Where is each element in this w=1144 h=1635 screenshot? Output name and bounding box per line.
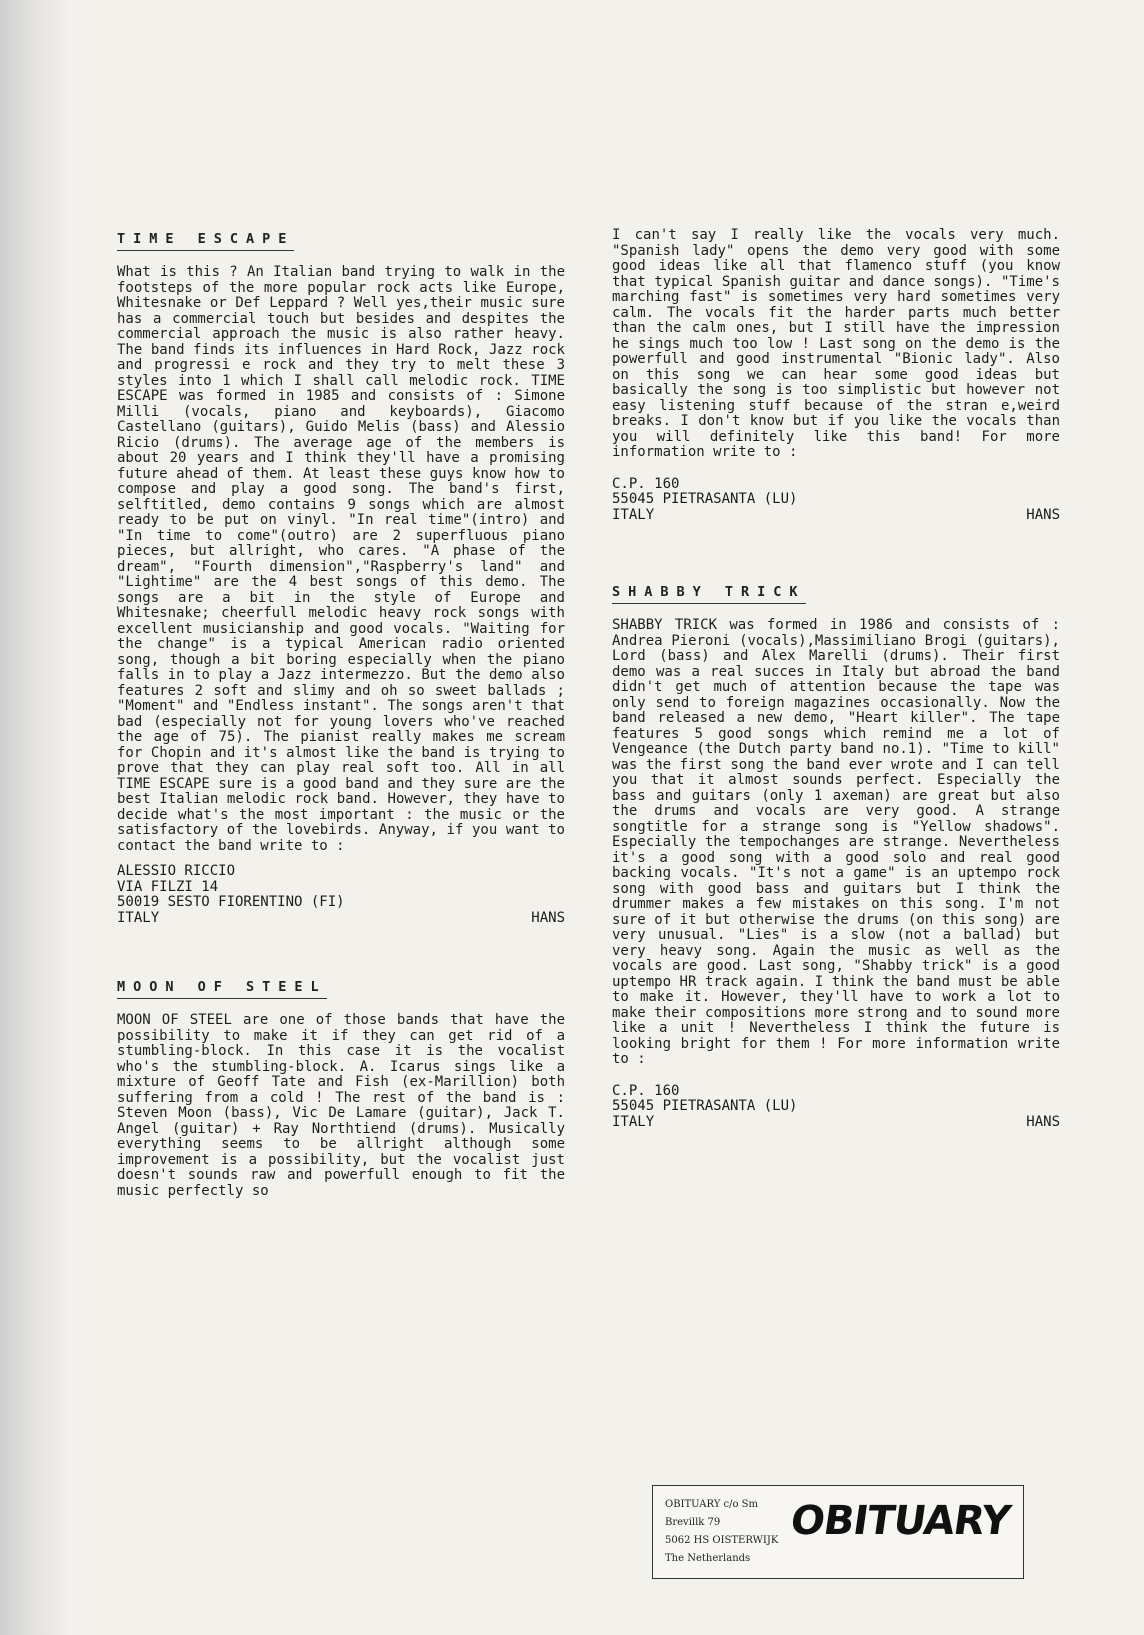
- page-binding-shadow: [0, 0, 70, 1635]
- address-line: ITALY: [612, 506, 655, 523]
- moon-of-steel-review: MOON OF STEEL are one of those bands that have the possibility to make it if they can get rid of a stumbling-block. In this case it is the vocalist who's the stumbling-block. A. Icarus sings like a mixture of Geoff Tate and Fish (ex-Marillion) both suffering from a cold ! The rest of the band is : Steven Moon (bass), Vic De Lamare (guitar), Jack T. Angel (guitar) + Ray Northtiend (drums). Musically everything seems to be allright although some improvement is a possibility, but the vocalist just doesn't sounds raw and powerfull enough to fit the music perfectly so: [117, 1012, 565, 1199]
- right-column: [612, 228, 1060, 1130]
- stamp-address: [665, 1496, 778, 1568]
- address-line: VIA FILZI 14: [117, 878, 219, 895]
- author-signature: HANS: [1026, 506, 1060, 523]
- moon-of-steel-heading: MOON OF STEEL: [117, 979, 327, 999]
- shabby-trick-address: [612, 1084, 1060, 1131]
- stamp-address-line: 5062 HS OISTERWIJK: [665, 1535, 779, 1546]
- obituary-logo: OBITUARY: [787, 1498, 1013, 1544]
- address-line: ITALY: [612, 1113, 655, 1130]
- obituary-address-stamp: [652, 1485, 1024, 1579]
- time-escape-review: What is this ? An Italian band trying to walk in the footsteps of the more popular rock acts like Europe, Whitesnake or Def Leppard ? Well yes,their music sure has a commercial touch but besides and despites the commercial approach the music is also rather heavy. The band finds its influences in Hard Rock, Jazz rock and progressi e rock and they try to melt these 3 styles into 1 which I shall call melodic rock. TIME ESCAPE was formed in 1985 and consists of : Simone Milli (vocals, piano and keyboards), Giacomo Castellano (guitars), Guido Melis (bass) and Alessio Ricio (drums). The average age of the members is about 20 years and I think they'll have a promising future ahead of them. At least these guys know how to compose and play a good song. The band's first, selftitled, demo contains 9 songs which are almost ready to be put on vinyl. "In real time"(intro) and "In time to come"(outro) are 2 superfluous piano pieces, but allright, who cares. "A phase of the dream", "Fourth dimension","Raspberry's land" and "Lightime" are the 4 best songs of this demo. The songs are a bit in the style of Europe and Whitesnake; cheerfull melodic heavy rock songs with excellent musicianship and good vocals. "Waiting for the change" is a typical American radio oriented song, though a bit boring especially when the piano falls in to play a Jazz intermezzo. But the demo also features 2 soft and slimy and oh so sweet ballads ; "Moment" and "Endless instant". The songs aren't that bad (especially not for young lovers who've reached the age of 75). The pianist really makes me scream for Chopin and it's almost like the band is trying to prove that they can play real soft too. All in all TIME ESCAPE sure is a good band and they sure are the best Italian melodic rock band. However, they have to decide what's the most important : the music or the satisfactory of the lovebirds. Anyway, if you want to contact the band write to :: [117, 264, 565, 854]
- address-line: 55045 PIETRASANTA (LU): [612, 1098, 798, 1114]
- address-line: C.P. 160: [612, 475, 680, 492]
- shabby-trick-review: SHABBY TRICK was formed in 1986 and consists of : Andrea Pieroni (vocals),Massimiliano Brogi (guitars), Lord (bass) and Alex Marelli (drums). Their first demo was a real succes in Italy but abroad the band didn't get much of attention because the tape was only send to foreign magazines occasionally. Now the band released a new demo, "Heart killer". The tape features 5 good songs which remind me a lot of Vengeance (the Dutch party band no.1). "Time to kill" was the first song the band ever wrote and I can tell you that it almost sounds perfect. Especially the bass and guitars (only 1 axeman) are great but also the drums and vocals are very good. A strange songtitle for a strange song is "Yellow shadows". Especially the tempochanges are strange. Nevertheless it's a good song with a good solo and real good backing vocals. "It's not a game" is an uptempo rock song with good bass and guitars but I think the drummer makes a few mistakes on this song. I'm not sure of it but otherwise the drums (on this song) are very unusual. "Lies" is a slow (not a ballad) but very heavy song. Again the music as well as the vocals are good. Last song, "Shabby trick" is a good uptempo HR track again. I think the band must be able to make it. However, they'll have to work a lot to make their compositions more strong and to sound more like a unit ! Nevertheless I think the future is looking bright for them ! For more information write to :: [612, 617, 1060, 1067]
- left-column: [117, 228, 565, 1199]
- address-line: ALESSIO RICCIO: [117, 863, 236, 879]
- address-line: ITALY: [117, 909, 160, 926]
- address-line: 50019 SESTO FIORENTINO (FI): [117, 894, 345, 910]
- moon-of-steel-address: [612, 477, 1060, 524]
- stamp-address-line: The Netherlands: [665, 1553, 751, 1564]
- time-escape-address: [117, 864, 565, 926]
- address-line: 55045 PIETRASANTA (LU): [612, 491, 798, 507]
- address-line: C.P. 160: [612, 1082, 680, 1099]
- shabby-trick-heading: SHABBY TRICK: [612, 584, 806, 604]
- stamp-address-line: OBITUARY c/o Sm: [665, 1499, 759, 1510]
- stamp-address-line: Brevillk 79: [665, 1517, 721, 1528]
- moon-of-steel-review-continued: I can't say I really like the vocals very much. "Spanish lady" opens the demo very good with some good ideas like all that flamenco stuff (you know that typical Spanish guitar and dance songs). "Time's marching fast" is sometimes very hard sometimes very calm. The vocals fit the harder parts much better than the calm ones, but I still have the impression he sings much too low ! Last song on the demo is the powerfull and good instrumental "Bionic lady". Also on this song we can hear some good ideas but basically the song is too simplistic but however not easy listening stuff because of the stran e,weird breaks. I don't know but if you like the vocals than you will definitely like this band! For more information write to :: [612, 227, 1060, 460]
- time-escape-heading: TIME ESCAPE: [117, 231, 294, 251]
- author-signature: HANS: [1026, 1113, 1060, 1130]
- author-signature: HANS: [531, 909, 565, 926]
